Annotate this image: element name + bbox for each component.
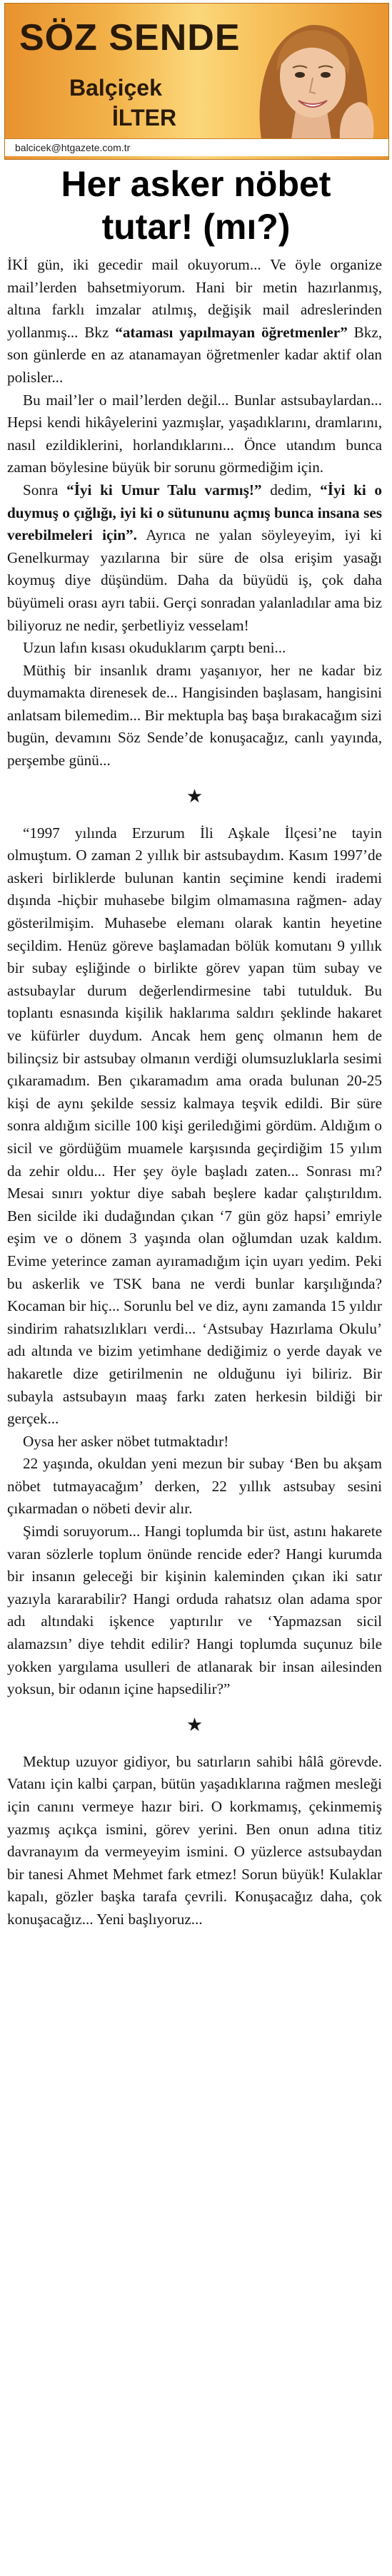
letter-paragraph: “1997 yılında Erzurum İli Aşkale İlçesi’ne tayin olmuştum. O zaman 2 yıllık bir astsubaydım. Kasım 1997’de askeri birliklerde bulunan kantin seçimine kendi irademi dışında -hiçbir muhasebe bilgim olmamasına rağmen- aday gösterilmişim. Muhasebe elemanı olarak kantin heyetine seçildim. Henüz göreve başlamadan bölük komutanı 9 yıllık bir subay eşliğinde o birlikte görev yapan tüm subay ve astsubaylar durum değerlendirmesine tabi tutulduk. Bu toplantı esnasında kişilik haklarıma saldırı şeklinde hakaret ve küfürler duydum. Ancak hem genç olmanın hem de bilinçsiz bir astsubay olmanın verdiği olumsuzluklarla sesimi çıkaramadım. Ben çıkaramadım ama orada bulunan 20-25 kişi de aynı şekilde sessiz kalmaya teşvik edildi. Bir süre sonra aldığım sicille 100 kişi geriledığimi gördüm. Aldığım o sicil ve gördüğüm muamele karşısında geçirdiğim 15 yılım da zehir oldu... Her şey öyle başladı zaten... Sonrası mı? Mesai sınırı yoktur diye sabah beşlere kadar çalıştırıldım. Ben sicilde iki dudağından çıkan ‘7 gün göz hapsi’ emriyle eşim ve o dönem 3 yaşında olan oğlumdan uzak kaldım. Evime yeterince zaman ayıramadığım için uyarı yedim. Peki bu askerlik ve TSK bana ne verdi bunlar karşılığında? Kocaman bir hiç... Sorunlu bel ve diz, aynı zamanda 15 yıldır sindirim rahatsızlıkları verdi... ‘Astsubay Hazırlama Okulu’ adı altında ve bizim yetimhane dediğimiz o yerde dayak ve hakaretle dize getirilmenin ne olduğunu iyi biliriz. Bir subayla astsubayın maaş farkı zaten herkesin bildiği bir gerçek... (7, 824, 382, 1428)
author-email: balcicek@htgazete.com.tr (5, 138, 388, 156)
paragraph: Müthiş bir insanlık dramı yaşanıyor, her ne kadar biz duymamakta direnesek de... Hangisinden başlasam, hangisini anlatsam bilemedim... Bir mektupla baş başa bırakacağım sizi bugün, devamını Söz Sende’de konuşacağız, canlı yayında, perşembe günü... (7, 661, 382, 770)
column-title: SÖZ SENDE (19, 17, 241, 58)
closing-paragraph: Mektup uzuyor gidiyor, bu satırların sahibi hâlâ görevde. Vatanı için kalbi çarpan, bütün yaşadıklarına rağmen mesleği için canını vermeye hazır biri. O korkmamış, çekinmemiş yazmış açıkça ismini, görev yerini. Ben onun adına titiz davranayım da vermeyeyim ismini. O yüzlerce astsubaydan bir tanesi Ahmet Mehmet fark etmez! Sorun büyük! Kulaklar kapalı, gözler başka tarafa çevrili. Konuşacağız daha, çok konuşacağız... Yeni başlıyoruz... (7, 1752, 382, 1928)
article-body (7, 254, 382, 1931)
star-divider-icon: ★ (186, 1714, 203, 1735)
headline-line-1: Her asker nöbet (61, 164, 331, 204)
author-first-name: Balçiçek (69, 75, 162, 101)
letter-paragraph: Şimdi soruyorum... Hangi toplumda bir üst, astını hakarete varan sözlerle toplum önünde rencide eder? Hangi kurumda bir insanın geleceği bir kişinin kaleminden çıkan iki satır yazıyla kararabilir? Hangi orduda rahatsız olan adama spor adı altındaki işkence yaptırılır ve ‘Yapmazsan sicil alamazsın’ diye tehdit edilir? Hangi toplumda suçunuz bile yokken yargılama usulleri de atlanarak bir insan ailesinden yoksun, bir odanın içine hapsedilir?” (7, 1523, 382, 1698)
letter-paragraph: Oysa her asker nöbet tutmaktadır! (23, 1432, 229, 1450)
article-headline (4, 163, 388, 248)
column-header-banner (4, 3, 389, 160)
author-last-name: İLTER (112, 105, 177, 131)
paragraph: Uzun lafın kısası okuduklarım çarptı beni... (23, 639, 286, 657)
star-divider-icon: ★ (186, 785, 203, 807)
paragraph: Bu mail’ler o mail’lerden değil... Bunlar astsubaylardan... Hepsi kendi hikâyelerini yazmışlar, yaşadıklarını, dramlarını, nasıl ezildiklerini, horlandıklarını... Önce utandım bunca zaman böylesine büyük bir sorunu görmediğim için. (7, 391, 382, 476)
paragraph: Sonra “İyi ki Umur Talu varmış!” dedim, “İyi ki o duymuş o çığlığı, iyi ki o sütununu açmış bunca insana ses verebilmeleri için”. Ayrıca ne yalan söyleyeyim, iyi ki Genelkurmay yazılarına bir süre de olsa erişim yasağı koymuş diye düşündüm. Daha da büyüdü iş, çok daha büyümeli orası ayrı tabii. Gerçi sonradan yalanladılar ama biz biliyoruz ne nedir, şerbetliyiz vesselam! (7, 481, 382, 634)
letter-paragraph: 22 yaşında, okuldan yeni mezun bir subay ‘Ben bu akşam nöbet tutmayacağım’ derken, 22 yıllık astsubay sesini çıkarmadan o nöbeti devir alır. (7, 1455, 382, 1518)
paragraph: İKİ gün, iki gecedir mail okuyorum... Ve öyle organize mail’lerden bahsetmiyorum. Hani bir metin hazırlanmış, altına farklı imzalar atılmış, değişik mail adreslerinden yollanmış... Bkz “ataması yapılmayan öğretmenler” Bkz, son günlerde en az atanamayan öğretmenler kadar aktif olan polisler... (7, 256, 383, 386)
author-photo (240, 4, 383, 139)
headline-line-2: tutar! (mı?) (101, 207, 291, 247)
